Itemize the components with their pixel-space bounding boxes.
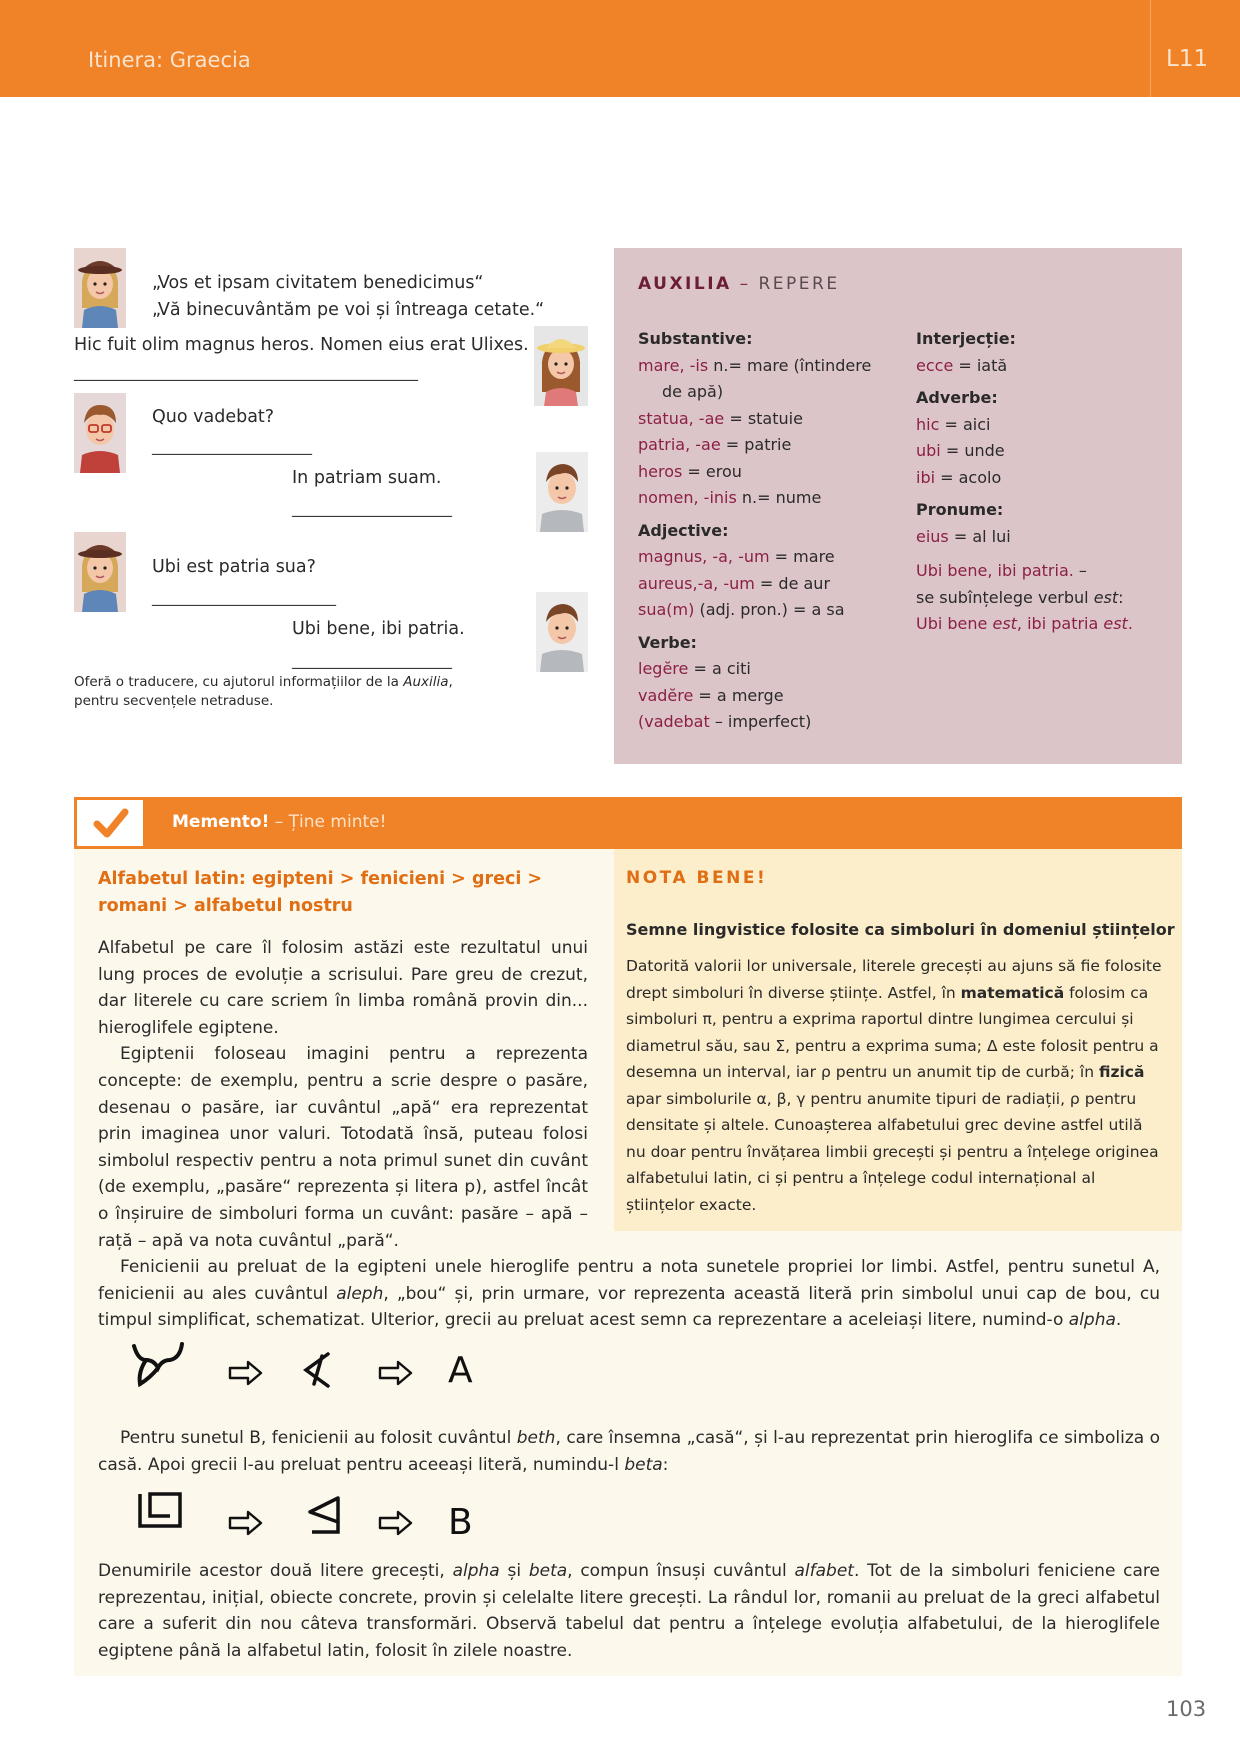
auxilia-box: [614, 248, 1182, 764]
answer-blank: ____________________: [152, 436, 312, 455]
ox-head-hieroglyph-icon: [128, 1338, 188, 1390]
vocab-item: aureus,-a, -um = de aur: [638, 573, 831, 593]
beta-paragraph: Pentru sunetul B, fenicienii au folosit cuvântul beth, care însemna „casă“, și l-au reprezentat prin hieroglifa ce simboliza o casă. Apoi grecii l-au preluat pentru aceeași literă, numindu-l beta:: [98, 1428, 1161, 1475]
house-hieroglyph-icon: [136, 1490, 184, 1530]
greek-letter-beta: B: [448, 1502, 473, 1543]
phoenician-beth-icon: [304, 1494, 344, 1534]
boy-glasses-avatar: [74, 393, 126, 473]
vocab-item: sua(m) (adj. pron.) = a sa: [638, 600, 845, 619]
interjectie-heading: Interjecție:: [916, 329, 1016, 348]
vocab-item: hic = aici: [916, 414, 991, 434]
vocab-item: (vadebat – imperfect): [638, 712, 812, 731]
checkmark-icon: [77, 800, 143, 846]
girl-hat-avatar: [74, 248, 126, 328]
greek-letter-alpha: A: [448, 1350, 473, 1391]
vocab-item: legĕre = a citi: [638, 659, 751, 678]
answer-blank: _______________________: [152, 587, 336, 606]
lesson-number: L11: [1166, 46, 1209, 72]
arrow-right-icon: [228, 1510, 264, 1536]
verbe-heading: Verbe:: [638, 632, 697, 652]
boy-hoodie-avatar-2: [536, 592, 588, 672]
vocab-item: ibi = acolo: [916, 467, 1002, 487]
dialog-latin-line: „Vos et ipsam civitatem benedicimus“: [152, 273, 484, 293]
alfabet-origin-paragraph: Denumirile acestor două litere grecești, alpha și beta, compun însuși cuvântul alfabet. Tot de la simboluri feniciene care reprezentau, inițial, obiecte concrete, provin și celelalte litere grecești. La rândul lor, romanii au preluat de la greci alfabetul care a suferit din nou câteva transformări. Observă tabelul dat pentru a înțelege evoluția alfabetului, de la hieroglifele egiptene până la alfabetul latin, folosit în zilele noastre.: [98, 1561, 1160, 1661]
exercise-instruction: Oferă o traducere, cu ajutorul informațiilor de la Auxilia, pentru secvențele netraduse.: [74, 674, 453, 709]
girl-hat-avatar-2: [74, 532, 126, 612]
vocab-item: heros = erou: [638, 461, 742, 481]
header-divider: [1150, 0, 1151, 97]
substantive-heading: Substantive:: [638, 329, 753, 348]
answer-blank: ____________________: [292, 498, 452, 517]
alfabet-paragraph-1: Alfabetul pe care îl folosim astăzi este rezultatul unui lung proces de evoluție a scrisului. Pare greu de crezut, dar literele cu care scriem în limba română provin din... hieroglifele egiptene.: [98, 938, 588, 1038]
vocab-item: magnus, -a, -um = mare: [638, 547, 835, 566]
vocab-item: patria, -ae = patrie: [638, 435, 792, 454]
page-number: 103: [1166, 1697, 1207, 1721]
dialog-question-1: Quo vadebat?: [152, 407, 275, 427]
pronume-heading: Pronume:: [916, 500, 1004, 519]
dialog-answer-2: Ubi bene, ibi patria.: [292, 619, 465, 639]
phoenician-aleph-icon: [300, 1350, 334, 1390]
answer-blank: ____________________: [292, 650, 452, 669]
arrow-right-icon: [228, 1360, 264, 1386]
nota-bene-subtitle: Semne lingvistice folosite ca simboluri în domeniul științelor: [626, 920, 1175, 939]
memento-title: Memento! – Ține minte!: [172, 812, 387, 832]
vocab-item: ecce = iată: [916, 355, 1008, 375]
alfabet-body: [98, 935, 588, 1254]
dialog-translation-line: „Vă binecuvântăm pe voi și întreaga cetate.“: [152, 300, 545, 320]
fenicieni-paragraph: Fenicienii au preluat de la egipteni unele hieroglife pentru a nota sunetele propriei lor limbi. Astfel, pentru sunetul A, fenicienii au ales cuvântul aleph, „bou“ și, prin urmare, vor reprezenta această literă prin simbolul unui cap de bou, cu timpul simplificat, schematizat. Ulterior, grecii au preluat acest semn ca reprezentare a aceleiași litere, numind-o alpha.: [98, 1257, 1160, 1331]
girl-straw-hat-avatar: [534, 326, 588, 406]
adjective-heading: Adjective:: [638, 520, 729, 540]
answer-blank: ___________________________________________: [74, 362, 418, 381]
nota-bene-body: Datorită valorii lor universale, literele grecești au ajuns să fie folosite drept simboluri în diverse științe. Astfel, în matematică folosim ca simboluri π, pentru a exprima raportul dintre lungimea cercului și diametrul său, sau Σ, pentru a exprima suma; Δ este folosit pentru a desemna un interval, iar ρ pentru un anumit tip de curbă; în fizică apar simbolurile α, β, γ pentru anumite tipuri de radiații, ρ pentru densitate și altele. Cunoașterea alfabetului grec devine astfel utilă nu doar pentru învățarea limbii grecești și pentru a înțelege originea alfabetului latin, ci și pentru a înțelege codul internațional al științelor exacte.: [626, 957, 1162, 1214]
header-title: Itinera: Graecia: [88, 48, 251, 72]
auxilia-right-column: [916, 326, 1176, 638]
auxilia-left-column: [638, 326, 908, 736]
vocab-item: nomen, -inis n.= nume: [638, 488, 822, 507]
ubi-bene-note: Ubi bene, ibi patria. – se subînțelege verbul est: Ubi bene est, ibi patria est.: [916, 561, 1133, 633]
alfabet-title: Alfabetul latin: egipteni > fenicieni > greci > romani > alfabetul nostru: [98, 869, 543, 916]
dialog-question-2: Ubi est patria sua?: [152, 557, 316, 577]
adverbe-heading: Adverbe:: [916, 388, 998, 407]
vocab-item: vadĕre = a merge: [638, 685, 784, 705]
boy-hoodie-avatar: [536, 452, 588, 532]
alfabet-paragraph-2: Egiptenii foloseau imagini pentru a reprezenta concepte: de exemplu, pentru a scrie despre o pasăre, desenau o pasăre, iar cuvântul „apă“ era reprezentat prin imaginea unor valuri. Totodată însă, puteau folosi simbolul respectiv pentru a nota primul sunet din cuvânt (de exemplu, „pasăre“ reprezenta și litera p), astfel încât o înșiruire de simboluri forma un cuvânt: pasăre – apă – rață – apă va nota cuvântul „pară“.: [98, 1044, 588, 1251]
vocab-item: ubi = unde: [916, 441, 1005, 460]
arrow-right-icon: [378, 1360, 414, 1386]
dialog-statement: Hic fuit olim magnus heros. Nomen eius erat Ulixes.: [74, 335, 529, 355]
auxilia-title: AUXILIA – REPERE: [638, 274, 840, 294]
dialog-answer-1: In patriam suam.: [292, 468, 442, 488]
page-header: [0, 0, 1240, 97]
vocab-item: statua, -ae = statuie: [638, 408, 803, 428]
vocab-item: mare, -is n.= mare (întindere: [638, 355, 872, 375]
check-icon-box: [74, 797, 146, 849]
vocab-item: eius = al lui: [916, 526, 1011, 546]
arrow-right-icon: [378, 1510, 414, 1536]
nota-bene-title: NOTA BENE!: [626, 868, 768, 888]
vocab-item: de apă): [662, 382, 724, 401]
